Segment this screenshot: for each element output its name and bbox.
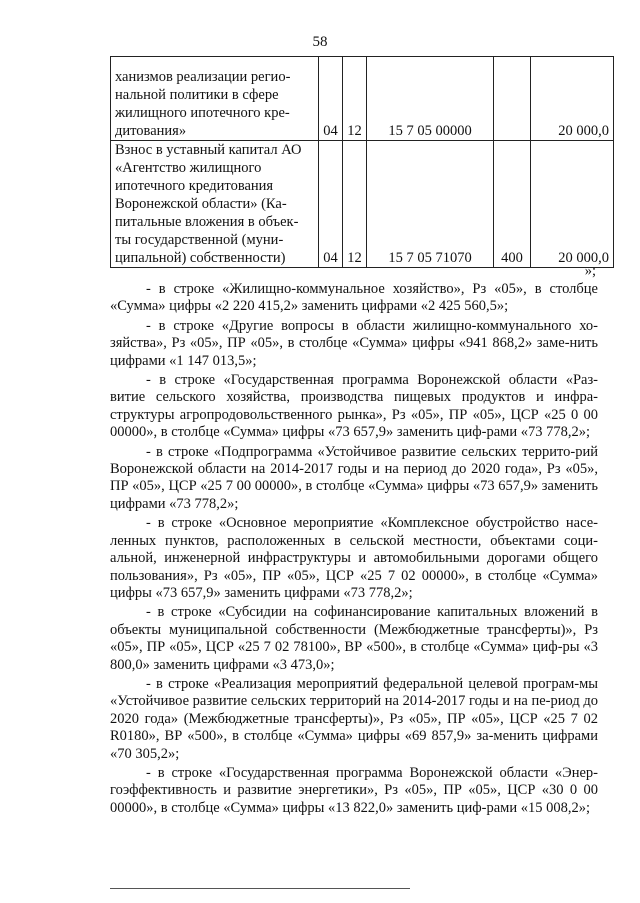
amendment-paragraph: - в строке «Другие вопросы в области жилищно-коммунального хо-зяйства», Рз «05», ПР «05», в столбце «Сумма» цифры «941 868,2» заме-нить цифрами «1 147 013,5»; [110,317,598,369]
page-number: 58 [312,34,328,50]
closing-quote: »; [584,263,596,279]
amendment-paragraph: - в строке «Государственная программа Воронежской области «Энер-гоэффективность и развитие энергетики», Рз «05», ПР «05», ЦСР «30 0 00 00000», в столбце «Сумма» цифры «13 822,0» заменить циф-рами «15 008,2»; [110,764,598,816]
cell-name: Взнос в уставный капитал АО «Агентство жилищного ипотечного кредитования Воронежской области» (Ка-питальные вложения в объек-ты государственной (муни-ципальной) собственности) [111,141,319,268]
amendment-list [110,281,598,819]
amendment-paragraph: - в строке «Субсидии на софинансирование капитальных вложений в объекты муниципальной собственности (Межбюджетные трансферты)», Рз «05», ПР «05», ЦСР «25 7 02 78100», ВР «500», в столбце «Сумма» циф-ры «3 800,0» заменить цифрами «3 473,0»; [110,604,598,673]
cell-csr: 15 7 05 00000 [367,57,494,141]
amendment-paragraph: - в строке «Государственная программа Воронежской области «Раз-витие сельского хозяйства, производства пищевых продуктов и инфра-структуры агропродовольственного рынка», Рз «05», ПР «05», ЦСР «25 0 00 00000», в столбце «Сумма» цифры «73 657,9» заменить циф-рами «73 778,2»; [110,372,598,441]
amendment-paragraph: - в строке «Основное мероприятие «Комплексное обустройство насе-ленных пунктов, расположенных в сельской местности, объектами соци-альной, инженерной инфраструктуры и автомобильными дорогами общего пользования», Рз «05», ПР «05», ЦСР «25 7 02 00000», в столбце «Сумма» цифры «73 657,9» заменить цифрами «73 778,2»; [110,515,598,601]
cell-vr [494,57,531,141]
budget-table [110,56,614,268]
cell-vr: 400 [494,141,531,268]
amendment-paragraph: - в строке «Подпрограмма «Устойчивое развитие сельских террито-рий Воронежской области на 2014-2017 годы и на период до 2020 года», Рз «05», ПР «05», ЦСР «25 7 00 00000», в столбце «Сумма» цифры «73 657,9» заменить цифрами «73 778,2»; [110,443,598,512]
cell-pr: 12 [343,141,367,268]
table-row [111,141,614,268]
cell-rz: 04 [319,57,343,141]
footer-rule [110,888,410,889]
amendment-paragraph: - в строке «Жилищно-коммунальное хозяйство», Рз «05», в столбце «Сумма» цифры «2 220 415,2» заменить цифрами «2 425 560,5»; [110,281,598,315]
cell-csr: 15 7 05 71070 [367,141,494,268]
cell-sum: 20 000,0 [531,57,614,141]
cell-rz: 04 [319,141,343,268]
cell-pr: 12 [343,57,367,141]
cell-sum: 20 000,0 [531,141,614,268]
table-row [111,57,614,141]
amendment-paragraph: - в строке «Реализация мероприятий федеральной целевой програм-мы «Устойчивое развитие сельских территорий на 2014-2017 годы и на пе-риод до 2020 года» (Межбюджетные трансферты)», Рз «05», ПР «05», ЦСР «25 7 02 R0180», ВР «500», в столбце «Сумма» цифры «69 857,9» за-менить цифрами «70 305,2»; [110,675,598,762]
cell-name: ханизмов реализации регио-нальной политики в сфере жилищного ипотечного кре-дитования» [111,57,319,141]
